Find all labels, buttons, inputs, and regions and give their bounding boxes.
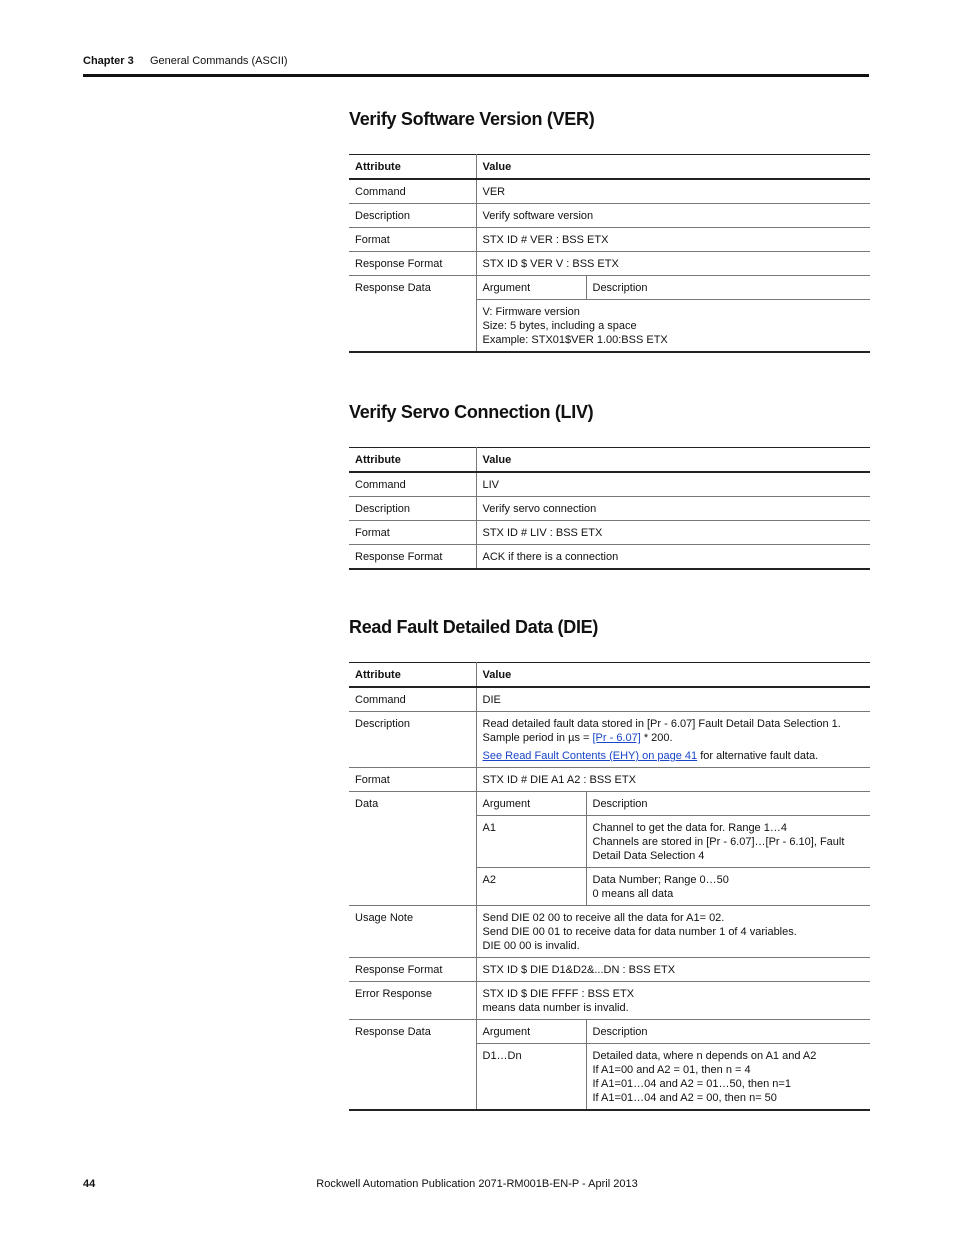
description-text-part: Read detailed fault data stored in [Pr - 6.07] Fault Detail Data Selection 1. Sample period in µs =: [482, 718, 841, 744]
value-error-response: [476, 982, 870, 1020]
table-row: [349, 1020, 870, 1044]
value-usage-note: [476, 906, 870, 958]
table-row: [349, 228, 870, 252]
arg-a2: A2: [476, 868, 586, 906]
value-command: VER: [476, 179, 870, 204]
chapter-label: Chapter 3: [83, 55, 134, 67]
attr-format: Format: [349, 228, 476, 252]
detail-line: Send DIE 00 01 to receive data for data number 1 of 4 variables.: [482, 926, 797, 938]
sub-header-description: Description: [586, 1020, 870, 1044]
attr-format: Format: [349, 768, 476, 792]
table-header-row: [349, 663, 870, 688]
detail-line: means data number is invalid.: [482, 1002, 629, 1014]
col-header-attribute: Attribute: [349, 663, 476, 688]
detail-line: V: Firmware version: [482, 306, 580, 318]
detail-line: STX ID $ DIE FFFF : BSS ETX: [482, 988, 635, 1000]
sub-header-description: Description: [586, 792, 870, 816]
table-row: [349, 792, 870, 816]
ver-table: [349, 154, 870, 353]
description-text: [483, 717, 865, 745]
attr-command: Command: [349, 472, 476, 497]
crossref-text: for alternative fault data.: [697, 750, 819, 762]
desc-d1-dn: [586, 1044, 870, 1111]
attr-format: Format: [349, 521, 476, 545]
detail-line: Channels are stored in [Pr - 6.07]…[Pr - 6.10], Fault Detail Data Selection 4: [592, 836, 845, 862]
pr-6-07-link[interactable]: [Pr - 6.07]: [592, 732, 641, 744]
detail-line: If A1=01…04 and A2 = 00, then n= 50: [592, 1092, 777, 1104]
attr-command: Command: [349, 179, 476, 204]
value-description: Verify servo connection: [476, 497, 870, 521]
sub-header-argument: Argument: [476, 792, 586, 816]
chapter-title: General Commands (ASCII): [150, 55, 288, 67]
attr-error-response: Error Response: [349, 982, 476, 1020]
value-format: STX ID # LIV : BSS ETX: [476, 521, 870, 545]
table-row: [349, 497, 870, 521]
value-command: LIV: [476, 472, 870, 497]
section-heading-ver: Verify Software Version (VER): [349, 109, 595, 129]
sub-header-argument: Argument: [476, 276, 586, 300]
page-header: [83, 54, 868, 68]
detail-line: If A1=01…04 and A2 = 01…50, then n=1: [592, 1078, 791, 1090]
value-description: [476, 712, 870, 768]
attr-response-format: Response Format: [349, 545, 476, 570]
table-row: [349, 687, 870, 712]
detail-line: DIE 00 00 is invalid.: [482, 940, 580, 952]
col-header-value: Value: [476, 155, 870, 180]
detail-line: Size: 5 bytes, including a space: [482, 320, 637, 332]
value-response-format: ACK if there is a connection: [476, 545, 870, 570]
attr-description: Description: [349, 712, 476, 768]
attr-description: Description: [349, 204, 476, 228]
detail-line: Data Number; Range 0…50: [592, 874, 729, 886]
section-heading-die: Read Fault Detailed Data (DIE): [349, 617, 599, 637]
response-data-detail: [476, 300, 870, 353]
sub-header-description: Description: [586, 276, 870, 300]
attr-command: Command: [349, 687, 476, 712]
arg-d1-dn: D1…Dn: [476, 1044, 586, 1111]
detail-line: Detailed data, where n depends on A1 and A2: [592, 1050, 817, 1062]
attr-description: Description: [349, 497, 476, 521]
description-text-part: * 200.: [640, 732, 673, 744]
value-command: DIE: [476, 687, 870, 712]
table-header-row: [349, 155, 870, 180]
attr-usage-note: Usage Note: [349, 906, 476, 958]
col-header-attribute: Attribute: [349, 448, 476, 473]
value-description: Verify software version: [476, 204, 870, 228]
col-header-attribute: Attribute: [349, 155, 476, 180]
detail-line: Example: STX01$VER 1.00:BSS ETX: [482, 334, 668, 346]
page-number: 44: [83, 1178, 96, 1190]
value-response-format: STX ID $ VER V : BSS ETX: [476, 252, 870, 276]
value-format: STX ID # DIE A1 A2 : BSS ETX: [476, 768, 870, 792]
description-crossref: [483, 749, 865, 763]
arg-a1: A1: [476, 816, 586, 868]
table-row: [349, 521, 870, 545]
detail-line: If A1=00 and A2 = 01, then n = 4: [592, 1064, 751, 1076]
value-format: STX ID # VER : BSS ETX: [476, 228, 870, 252]
value-response-format: STX ID $ DIE D1&D2&...DN : BSS ETX: [476, 958, 870, 982]
table-row: [349, 958, 870, 982]
liv-table: [349, 447, 870, 570]
ehy-crossref-link[interactable]: See Read Fault Contents (EHY) on page 41: [482, 750, 698, 762]
table-row: [349, 472, 870, 497]
table-row: [349, 545, 870, 570]
table-row: [349, 179, 870, 204]
table-header-row: [349, 448, 870, 473]
sub-header-argument: Argument: [476, 1020, 586, 1044]
header-rule: [83, 74, 869, 77]
desc-a1: [586, 816, 870, 868]
table-row: [349, 252, 870, 276]
table-row: [349, 204, 870, 228]
col-header-value: Value: [476, 448, 870, 473]
table-row: [349, 906, 870, 958]
table-row: [349, 276, 870, 300]
table-row: [349, 768, 870, 792]
attr-data: Data: [349, 792, 476, 906]
col-header-value: Value: [476, 663, 870, 688]
publication-info: Rockwell Automation Publication 2071-RM001B-EN-P - April 2013: [316, 1178, 638, 1190]
table-row: [349, 712, 870, 768]
desc-a2: [586, 868, 870, 906]
detail-line: Channel to get the data for. Range 1…4: [592, 822, 787, 834]
die-table: [349, 662, 870, 1111]
detail-line: 0 means all data: [592, 888, 674, 900]
detail-line: Send DIE 02 00 to receive all the data for A1= 02.: [482, 912, 725, 924]
attr-response-format: Response Format: [349, 252, 476, 276]
table-row: [349, 982, 870, 1020]
attr-response-data: Response Data: [349, 1020, 476, 1111]
section-heading-liv: Verify Servo Connection (LIV): [349, 402, 594, 422]
attr-response-data: Response Data: [349, 276, 476, 353]
attr-response-format: Response Format: [349, 958, 476, 982]
